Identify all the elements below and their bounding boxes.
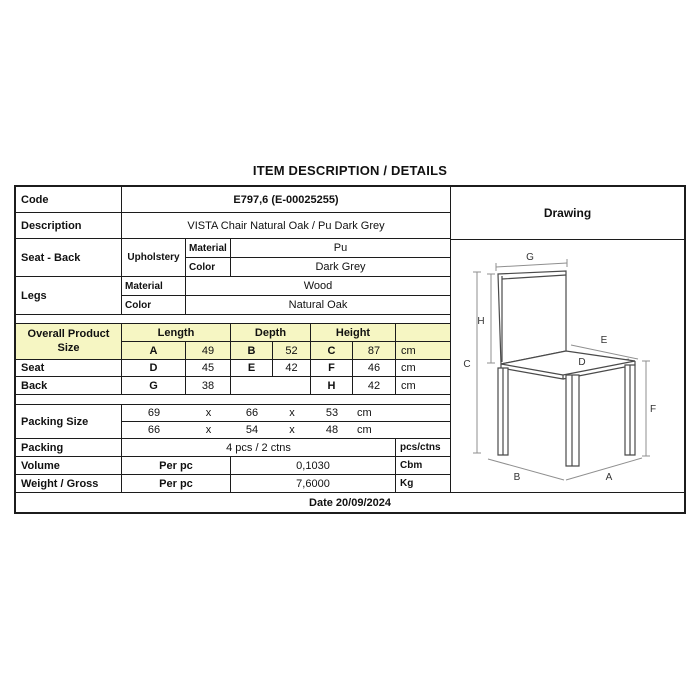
back-height-value: 42 [353,377,396,395]
dim-label-g: G [526,252,534,263]
drawing-panel [450,187,684,492]
back-depth-empty [231,377,311,395]
chair-backrest [498,271,566,364]
times-sign: x [205,424,212,436]
page-title: ITEM DESCRIPTION / DETAILS [252,163,448,178]
carton1-depth: 66 [245,407,259,419]
volume-label: Volume [16,457,122,475]
dim-label-d: D [578,357,586,368]
legs-color-label: Color [122,296,186,315]
spec-table [14,185,686,514]
code-value: E797,6 (E-00025255) [122,187,450,213]
volume-basis: Per pc [122,457,231,475]
description-value: VISTA Chair Natural Oak / Pu Dark Grey [122,213,450,239]
code-label: Code [16,187,122,213]
upholstery-label: Upholstery [122,239,186,277]
seat-back-label: Seat - Back [16,239,122,277]
times-sign: x [205,407,212,419]
dim-label-c: C [463,359,471,370]
times-sign: x [289,424,295,436]
overall-depth-value: 52 [273,342,311,360]
size-header-spacer [396,324,450,342]
description-label: Description [16,213,122,239]
legs-material-label: Material [122,277,186,296]
packing-size-label: Packing Size [16,405,122,439]
legs-material-value: Wood [186,277,450,296]
weight-basis: Per pc [122,475,231,492]
carton2-unit: cm [357,424,372,436]
overall-unit: cm [396,342,450,360]
drawing-area [451,240,684,492]
chair-outline [498,271,635,466]
times-sign: x [289,407,295,419]
table-body [16,187,684,492]
packing-label: Packing [16,439,122,457]
back-height-key: H [311,377,353,395]
height-header: Height [311,324,396,342]
seat-back-color-label: Color [186,258,231,277]
overall-length-value: 49 [186,342,231,360]
overall-depth-key: B [231,342,273,360]
carton1-unit: cm [357,407,372,419]
overall-height-value: 87 [353,342,396,360]
seat-back-material-value: Pu [231,239,450,258]
seat-height-value: 46 [353,360,396,377]
carton2-height: 48 [325,424,339,436]
overall-size-label: Overall Product Size [16,324,122,360]
seat-depth-key: E [231,360,273,377]
packing-unit: pcs/ctns [396,439,450,457]
seat-back-color-value: Dark Grey [231,258,450,277]
weight-label: Weight / Gross [16,475,122,492]
seat-length-key: D [122,360,186,377]
dim-label-e: E [600,335,608,346]
dim-label-f: F [649,404,657,415]
drawing-header: Drawing [451,187,684,240]
chair-drawing [451,240,684,493]
back-row-label: Back [16,377,122,395]
seat-depth-value: 42 [273,360,311,377]
dim-label-a: A [605,472,613,483]
back-length-key: G [122,377,186,395]
back-length-value: 38 [186,377,231,395]
seat-unit: cm [396,360,450,377]
spacer-row [16,395,450,405]
weight-value: 7,6000 [231,475,396,492]
volume-value: 0,1030 [231,457,396,475]
seat-row-label: Seat [16,360,122,377]
dim-label-h: H [477,316,485,327]
packing-value: 4 pcs / 2 ctns [122,439,396,457]
overall-length-key: A [122,342,186,360]
seat-back-material-label: Material [186,239,231,258]
seat-length-value: 45 [186,360,231,377]
back-unit: cm [396,377,450,395]
weight-unit: Kg [400,478,414,489]
depth-header: Depth [231,324,311,342]
legs-label: Legs [16,277,122,315]
spacer-row [16,315,450,324]
overall-height-key: C [311,342,353,360]
carton1-length: 69 [147,407,161,419]
carton2-depth: 54 [245,424,259,436]
date-row: Date 20/09/2024 [16,492,684,512]
seat-height-key: F [311,360,353,377]
details-grid [16,187,450,492]
packing-size-row-2 [122,422,450,439]
carton2-length: 66 [147,424,161,436]
legs-color-value: Natural Oak [186,296,450,315]
volume-unit: Cbm [396,457,450,475]
carton1-height: 53 [325,407,339,419]
length-header: Length [122,324,231,342]
dim-label-b: B [513,472,521,483]
packing-size-row-1 [122,405,450,422]
